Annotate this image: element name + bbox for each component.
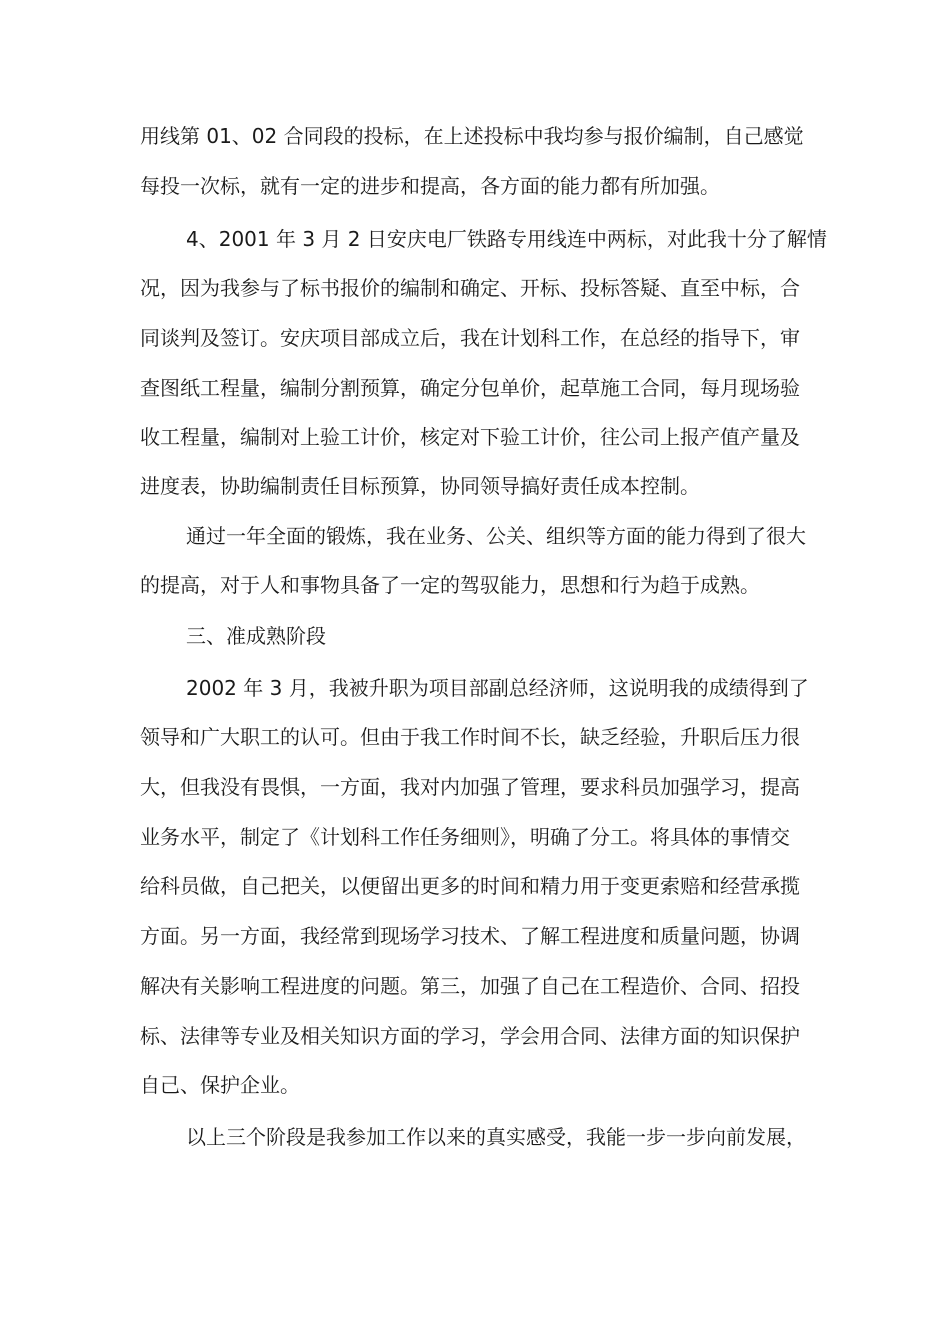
text-line: 业务水平，制定了《计划科工作任务细则》，明确了分工。将具体的事情交	[140, 825, 790, 849]
text-line: 况，因为我参与了标书报价的编制和确定、开标、投标答疑、直至中标，合	[140, 276, 800, 300]
text-line: 每投一次标，就有一定的进步和提高，各方面的能力都有所加强。	[140, 174, 720, 198]
text-line: 的提高，对于人和事物具备了一定的驾驭能力，思想和行为趋于成熟。	[140, 573, 760, 597]
text-line: 方面。另一方面，我经常到现场学习技术、了解工程进度和质量问题，协调	[140, 924, 800, 948]
text-line: 领导和广大职工的认可。但由于我工作时间不长，缺乏经验，升职后压力很	[140, 725, 800, 749]
paragraph-first-line: 4、2001 年 3 月 2 日安庆电厂铁路专用线连中两标，对此我十分了解情	[186, 227, 827, 251]
text-line: 大，但我没有畏惧，一方面，我对内加强了管理，要求科员加强学习，提高	[140, 775, 800, 799]
text-line: 查图纸工程量，编制分割预算，确定分包单价，起草施工合同，每月现场验	[140, 376, 800, 400]
paragraph-first-line: 2002 年 3 月，我被升职为项目部副总经济师，这说明我的成绩得到了	[186, 676, 809, 700]
paragraph-first-line: 通过一年全面的锻炼，我在业务、公关、组织等方面的能力得到了很大	[186, 524, 806, 548]
section-heading: 三、准成熟阶段	[186, 624, 326, 648]
paragraph-first-line: 以上三个阶段是我参加工作以来的真实感受，我能一步一步向前发展，	[186, 1125, 806, 1149]
text-line: 进度表，协助编制责任目标预算，协同领导搞好责任成本控制。	[140, 474, 700, 498]
text-line: 解决有关影响工程进度的问题。第三，加强了自己在工程造价、合同、招投	[140, 974, 800, 998]
text-line: 标、法律等专业及相关知识方面的学习，学会用合同、法律方面的知识保护	[140, 1024, 800, 1048]
text-line: 收工程量，编制对上验工计价，核定对下验工计价，往公司上报产值产量及	[140, 425, 800, 449]
text-line: 用线第 01、02 合同段的投标，在上述投标中我均参与报价编制，自己感觉	[140, 124, 804, 148]
text-line: 同谈判及签订。安庆项目部成立后，我在计划科工作，在总经的指导下，审	[140, 326, 800, 350]
text-line: 给科员做，自己把关，以便留出更多的时间和精力用于变更索赔和经营承揽	[140, 874, 800, 898]
text-line: 自己、保护企业。	[140, 1073, 300, 1097]
